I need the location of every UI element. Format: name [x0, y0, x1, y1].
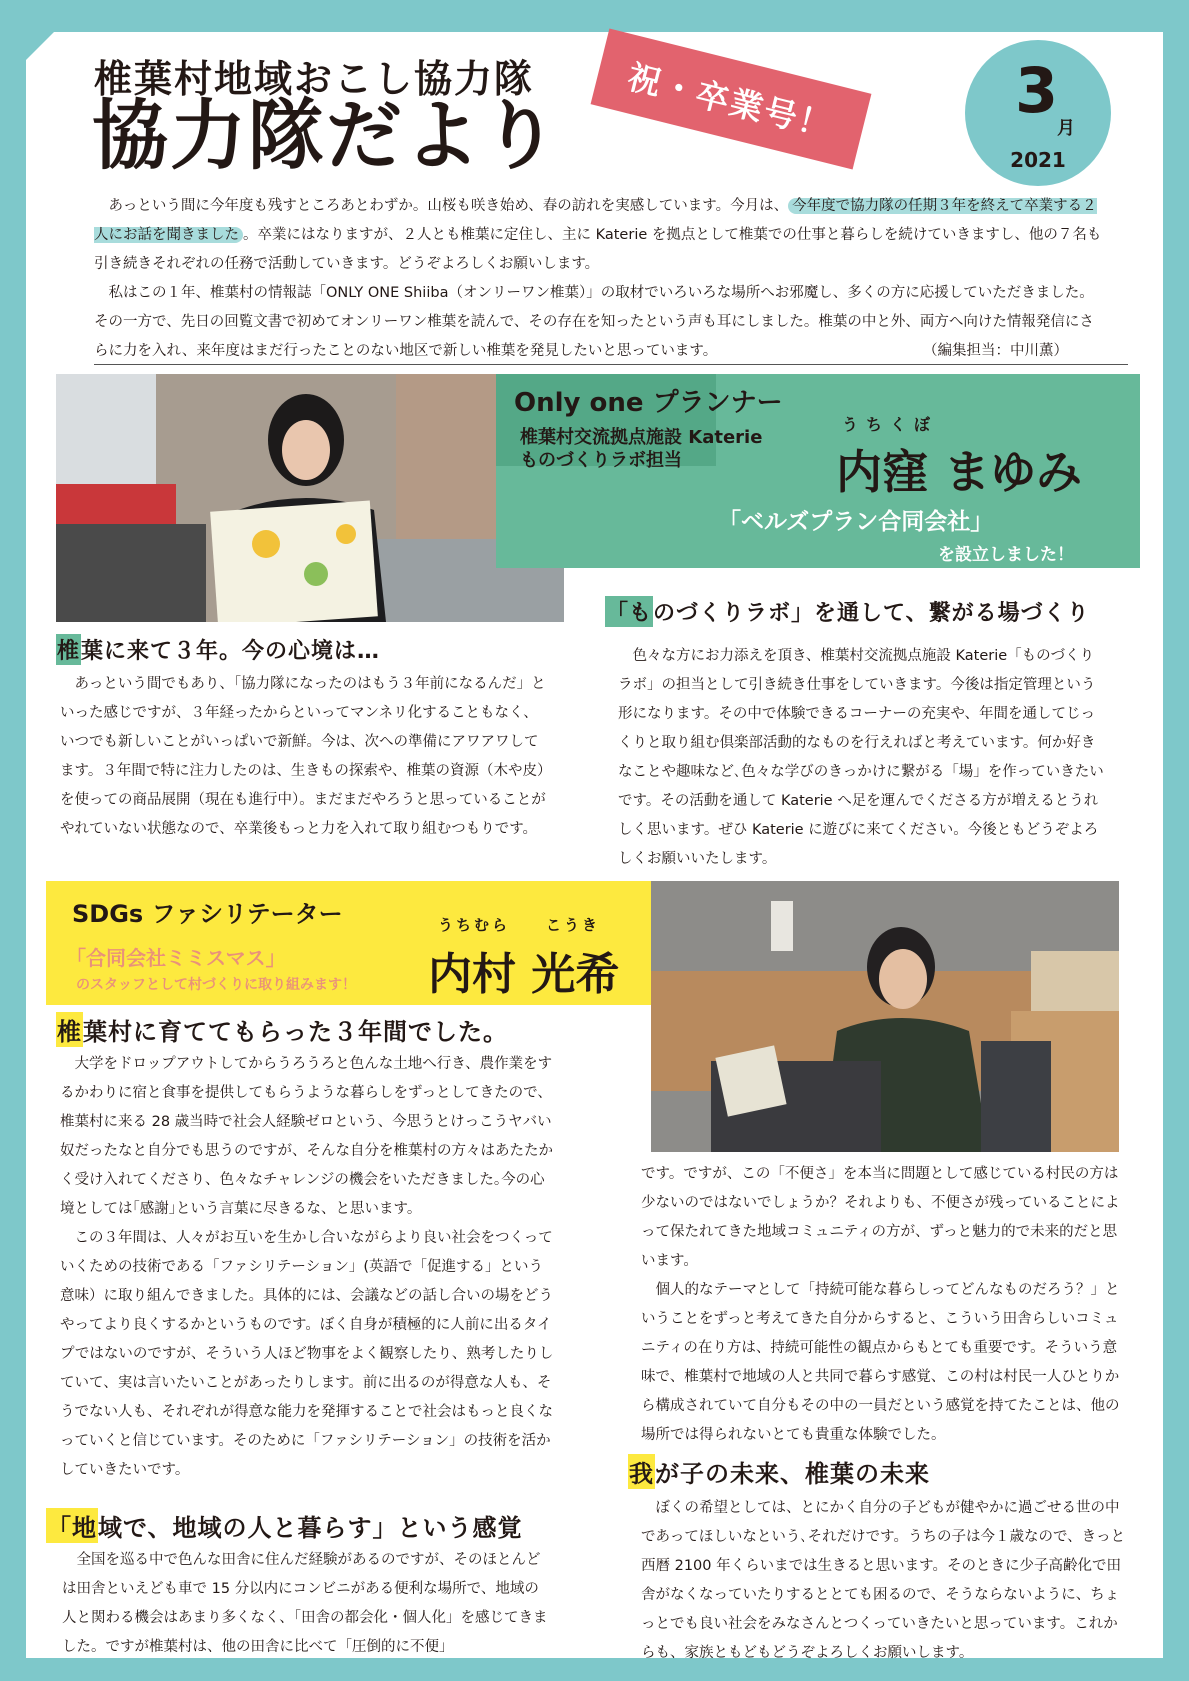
issue-year: 2021: [1010, 148, 1066, 172]
paragraph: 大学をドロップアウトしてからうろうろと色んな土地へ行き、農作業をするかわりに宿と食事を提供してもらうような暮らしをずっとしてきたので、椎葉村に来る 28 歳当時で社会人経験ゼロという、今思うとけっこうヤバい奴だったなと自分でも思うのですが、そんな自分を椎葉村の方々はあたたかく受け入れてくださり、色々なチャレンジの機会をいただきました｡今の心境としては｢感謝｣という言葉に尽きるな、と思います。: [60, 1056, 553, 1217]
photo-uchimura: [651, 881, 1119, 1152]
profile1-role: Only one プランナー: [514, 388, 783, 418]
heading-marker: 椎: [56, 634, 81, 665]
profile1-affiliation-line2: ものづくりラボ担当: [520, 450, 682, 471]
heading-marker: 我: [628, 1454, 655, 1489]
profile1-company: 「ベルズプラン合同会社」: [718, 509, 994, 535]
profile1-company-suffix: を設立しました！: [938, 545, 1074, 565]
newsletter-title: 協力隊だより: [92, 91, 560, 180]
paragraph: 個人的なテーマとして「持続可能な暮らしってどんなものだろう？」ということをずっと考えてきた自分からすると、こういう田舎らしいコミュニティの在り方は、持続可能性の観点からもとても重要です。そういう意味で、椎葉村で地域の人と共同で暮らす感覚、この村は村民一人ひとりから構成されていて自分もその中の一員だという感覚を持てたことは、他の場所では得られないとても貴重な体験でした。: [641, 1282, 1120, 1443]
issue-month-unit: 月: [1057, 118, 1075, 139]
ribbon-label: 祝・卒業号！: [623, 56, 838, 146]
paragraph: あっという間でもあり、「協力隊になったのはもう３年前になるんだ」といった感じですが、３年経ったからといってマンネリ化することもなく、いつでも新しいことがいっぱいで新鮮。今は、次への準備にアワアワしてます。３年間で特に注力したのは、生きもの探索や、椎葉の資源（木や皮）を使っての商品展開（現在も進行中）。まだまだやろうと思っていることがやれていない状態なので、卒業後もっと力を入れて取り組むつもりです。: [60, 676, 552, 837]
profile2-section2-text: [62, 1546, 552, 1662]
heading-marker: 「地: [46, 1508, 98, 1543]
photo-uchikubo: [56, 374, 564, 622]
profile2-section1-text: [60, 1050, 555, 1485]
profile2-name: 内村 光希: [428, 949, 620, 1000]
heading-marker: 「も: [605, 596, 653, 627]
profile2-company: 「合同会社ミミスマス」: [66, 946, 286, 970]
heading-marker: 椎: [56, 1012, 83, 1047]
intro-p1-a: あっという間に今年度も残すところあとわずか。山桜も咲き始め、春の訪れを実感しています。今月は、: [108, 198, 789, 214]
profile1-name: 内窪 まゆみ: [836, 445, 1083, 499]
profile1-section2-text: [618, 642, 1108, 874]
profile2-role: SDGs ファシリテーター: [72, 900, 343, 928]
paragraph: 全国を巡る中で色んな田舎に住んだ経験があるのですが、そのほとんどは田舎といえども車で 15 分以内にコンビニがある便利な場所で、地域の人と関わる機会はあまり多くなく、「田舎の都会化・個人化」を感じてきました。ですが椎葉村は、他の田舎に比べて「圧倒的に不便」: [62, 1552, 548, 1655]
paragraph: 色々な方にお力添えを頂き、椎葉村交流拠点施設 Katerie「ものづくりラボ」の担当として引き続き仕事をしていきます。今後は指定管理という形になります。その中で体験できるコーナーの充実や、年間を通してじっくりと取り組む倶楽部活動的なものを行えればと考えています。何か好きなことや趣味など､色々な学びのきっかけに繋がる「場」を作っていきたいです。その活動を通して Katerie へ足を運んでくださる方が増えるとうれしく思います。ぜひ Katerie に遊びに来てください。今後ともどうぞよろしくお願いいたします。: [618, 648, 1104, 867]
paragraph: この３年間は、人々がお互いを生かし合いながらより良い社会をつくっていくための技術である「ファシリテーション」(英語で「促進する」という意味）に取り組んできました。具体的には、会議などの話し合いの場をどうやってより良くするかというものです。ぼく自身が積極的に人前に出るタイプではないのですが、そういう人ほど物事をよく観察したり、熟考したりしていて、実は言いたいことがあったりします。前に出るのが得意な人も、そうでない人も、それぞれが得意な能力を発揮することで社会はもっと良くなっていくと信じています。そのために「ファシリテーション」の技術を活かしていきたいです。: [60, 1230, 554, 1478]
heading-text: のづくりラボ」を通して、繋がる場づくり: [653, 601, 1090, 626]
ruby-given: こうき: [546, 916, 601, 934]
profile1-affiliation: [520, 426, 762, 472]
paragraph: です。ですが、この「不便さ」を本当に問題として感じている村民の方は少ないのではないでしょうか？それよりも、不便さが残っていることによって保たれてきた地域コミュニティの方が、ずっと魅力的で未来的だと思います。: [641, 1166, 1120, 1269]
photo-uchikubo-illustration: [56, 374, 564, 622]
paragraph: ぼくの希望としては、とにかく自分の子どもが健やかに過ごせる世の中であってほしいなという､それだけです。うちの子は今１歳なので、きっと西暦 2100 年くらいまでは生きると思います。そのときに少子高齢化で田舎がなくなっていたりするととても困るので、そうならないように、ちょっとでも良い社会をみなさんとつくっていきたいと思っています。これからも、家族ともどもどうぞよろしくお願いします。: [641, 1500, 1126, 1661]
profile1-section2-heading: [605, 596, 1090, 627]
org-name: 椎葉村地域おこし協力隊: [94, 57, 535, 101]
heading-text: 葉に来て３年。今の心境は…: [81, 639, 381, 664]
profile2-section3-heading: [628, 1454, 930, 1489]
profile2-company-suffix: のスタッフとして村づくりに取り組みます！: [76, 977, 356, 993]
profile2-name-ruby: [438, 914, 600, 935]
profile1-section1-text: [60, 670, 552, 844]
editor-credit: （編集担当：中川薫）: [923, 343, 1068, 359]
ruby-family: うちむら: [438, 916, 511, 934]
photo-uchimura-illustration: [651, 881, 1119, 1152]
issue-month: 3: [1015, 54, 1059, 127]
heading-text: が子の未来、椎葉の未来: [655, 1460, 930, 1488]
intro-p1-b: 。卒業にはなりますが、２人とも椎葉に定住し、主に Katerie を拠点として椎葉での仕事と暮らしを続けていきますし、他の７名も引き続きそれぞれの任務で活動していきます。どうぞよろしくお願いします。: [94, 227, 1102, 272]
profile2-section1-heading: [56, 1012, 508, 1047]
profile2-section2-continued: [641, 1160, 1127, 1450]
profile1-affiliation-line1: 椎葉村交流拠点施設 Katerie: [520, 427, 763, 448]
profile2-section2-heading: [46, 1508, 523, 1543]
intro-highlight: 今年度で協力隊の任期３年を終えて卒業する２人にお話を聞きました: [94, 198, 1097, 243]
intro-text: [94, 192, 1108, 366]
profile1-section1-heading: [56, 634, 380, 665]
profile1-name-ruby: うちくぼ: [842, 415, 939, 434]
intro-paragraph-1: [94, 192, 1108, 279]
heading-text: 葉村に育ててもらった３年間でした。: [83, 1018, 508, 1046]
heading-text: 域で、地域の人と暮らす」という感覚: [98, 1514, 523, 1542]
intro-p2: 私はこの１年、椎葉村の情報誌「ONLY ONE Shiiba（オンリーワン椎葉）」の取材でいろいろな場所へお邪魔し、多くの方に応援していただきました。その一方で、先日の回覧文書で初めてオンリーワン椎葉を読んで、その存在を知ったという声も耳にしました。椎葉の中と外、両方へ向けた情報発信にさらに力を入れ、来年度はまだ行ったことのない地区で新しい椎葉を発見したいと思っています。: [94, 285, 1094, 359]
header-divider: [94, 364, 1128, 365]
profile2-section3-text: [641, 1494, 1127, 1668]
issue-date-badge: [965, 40, 1111, 186]
intro-paragraph-2: [94, 279, 1108, 366]
